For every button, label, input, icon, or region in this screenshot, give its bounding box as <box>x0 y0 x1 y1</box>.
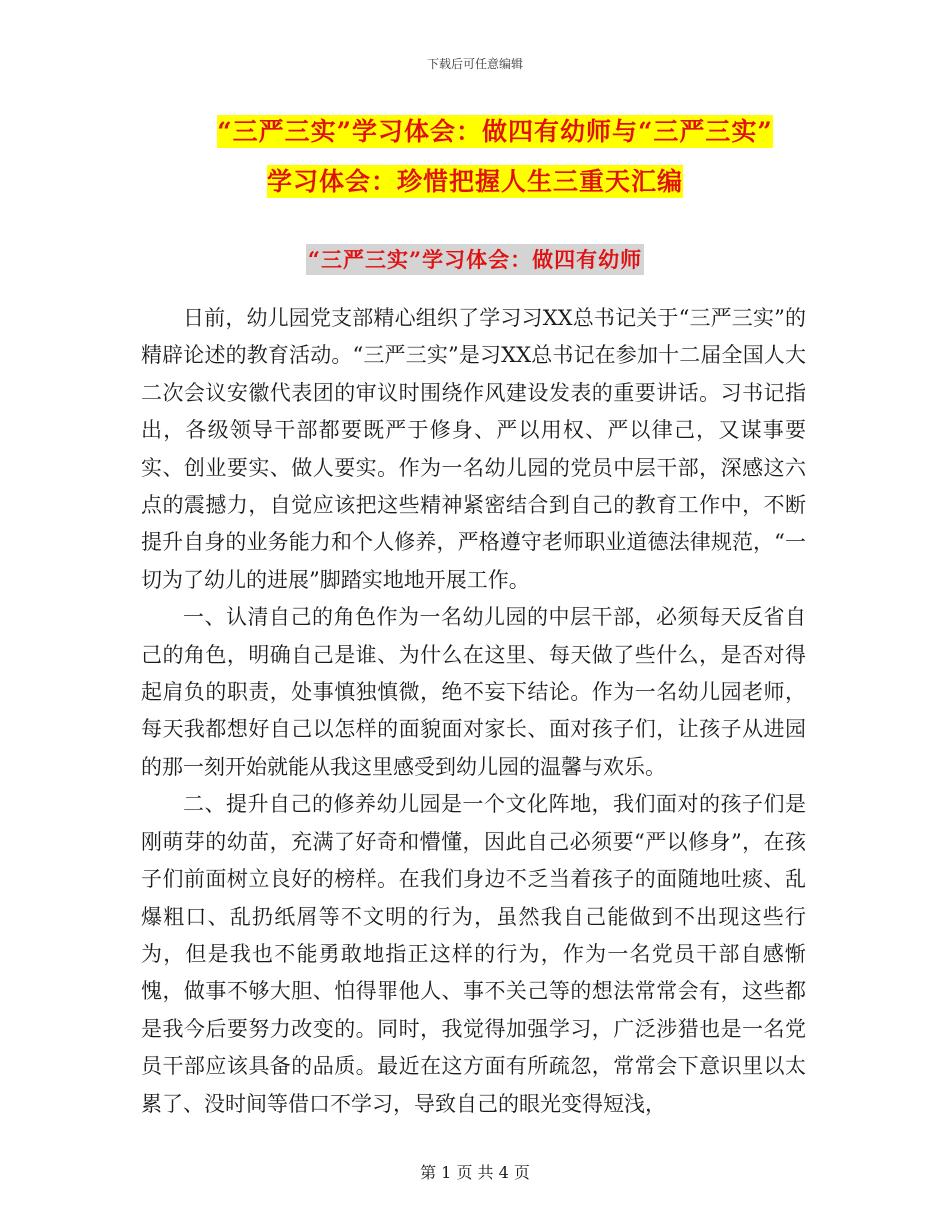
header-note: 下载后可任意编辑 <box>426 57 523 71</box>
title-line-1 <box>0 107 950 157</box>
paragraph-two: 二、提升自己的修养幼儿园是一个文化阵地，我们面对的孩子们是刚萌芽的幼苗，充满了好奇和懵懂，因此自己必须要“严以修身”，在孩子们前面树立良好的榜样。在我们身边不乏当着孩子的面随地吐痰、乱爆粗口、乱扔纸屑等不文明的行为，虽然我自己能做到不出现这些行为，但是我也不能勇敢地指正这样的行为，作为一名党员干部自感惭愧，做事不够大胆、怕得罪他人、事不关己等的想法常常会有，这些都是我今后要努力改变的。同时，我觉得加强学习，广泛涉猎也是一名党员干部应该具备的品质。最近在这方面有所疏忽，常常会下意识里以太累了、没时间等借口不学习，导致自己的眼光变得短浅， <box>141 792 806 1116</box>
page-number: 第 1 页 共 4 页 <box>420 1163 530 1182</box>
paragraph-one: 一、认清自己的角色作为一名幼儿园的中层干部，必须每天反省自己的角色，明确自己是谁、为什么在这里、每天做了些什么，是否对得起肩负的职责，处事慎独慎微，绝不妄下结论。作为一名幼儿园老师，每天我都想好自己以怎样的面貌面对家长、面对孩子们，让孩子从进园的那一刻开始就能从我这里感受到幼儿园的温馨与欢乐。 <box>141 605 806 779</box>
title-line-2 <box>0 157 950 207</box>
document-title <box>0 107 950 207</box>
paragraph-intro: 日前，幼儿园党支部精心组织了学习习XX总书记关于“三严三实”的精辟论述的教育活动。“三严三实”是习XX总书记在参加十二届全国人大二次会议安徽代表团的审议时围绕作风建设发表的重要讲话。习书记指出，各级领导干部都要既严于修身、严以用权、严以律己，又谋事要实、创业要实、做人要实。作为一名幼儿园的党员中层干部，深感这六点的震撼力，自觉应该把这些精神紧密结合到自己的教育工作中，不断提升自身的业务能力和个人修养，严格遵守老师职业道德法律规范，“一切为了幼儿的进展”脚踏实地地开展工作。 <box>141 306 806 592</box>
section-title-text: “三严三实”学习体会：做四有幼师 <box>306 244 644 275</box>
document-body <box>141 300 806 1123</box>
section-title <box>0 244 950 274</box>
title-line-1-text: “三严三实”学习体会：做四有幼师与“三严三实” <box>217 117 773 146</box>
title-line-2-text: 学习体会：珍惜把握人生三重天汇编 <box>266 167 683 196</box>
